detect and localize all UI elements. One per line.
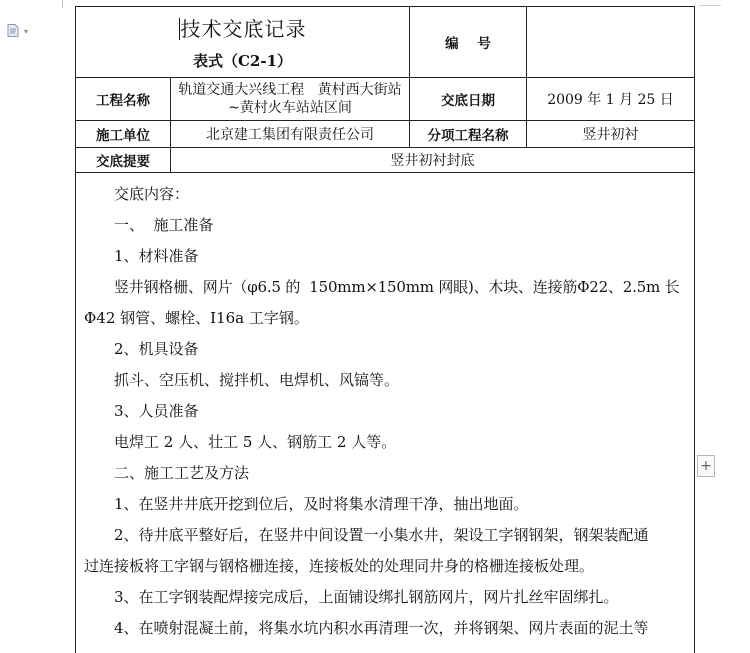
project-label: 工程名称 — [76, 78, 171, 121]
content-line: 3、人员准备 — [84, 396, 686, 427]
document-icon[interactable] — [7, 24, 19, 37]
form-code: 表式（C2-1） — [76, 50, 409, 71]
margin-marker-right — [699, 5, 721, 6]
subproject-label: 分项工程名称 — [410, 121, 527, 148]
unit-label: 施工单位 — [76, 121, 171, 148]
project-name-cell[interactable] — [171, 78, 410, 121]
expand-button[interactable]: + — [697, 455, 715, 477]
margin-marker — [62, 0, 63, 8]
content-line: 竖井钢格栅、网片（φ6.5 的 150mm×150mm 网眼)、木块、连接筋Φ22、2.5m 长 — [84, 272, 686, 303]
content-line: 1、在竖井井底开挖到位后，及时将集水清理干净，抽出地面。 — [84, 489, 686, 520]
subproject-value[interactable]: 竖井初衬 — [527, 121, 695, 148]
text-cursor — [179, 18, 180, 40]
content-line: 二、施工工艺及方法 — [84, 458, 686, 489]
unit-value[interactable]: 北京建工集团有限责任公司 — [171, 121, 410, 148]
content-line: Φ42 钢管、螺栓、I16a 工字钢。 — [84, 303, 686, 334]
document-title-row — [76, 13, 409, 42]
date-label: 交底日期 — [410, 78, 527, 121]
content-line: 抓斗、空压机、搅拌机、电焊机、风镐等。 — [84, 365, 686, 396]
content-line: 2、机具设备 — [84, 334, 686, 365]
content-line: 2、待井底平整好后，在竖井中间设置一小集水井，架设工字钢钢架，钢架装配通 — [84, 520, 686, 551]
summary-value[interactable]: 竖井初衬封底 — [171, 148, 695, 173]
content-line: 4、在喷射混凝土前，将集水坑内积水再清理一次，并将钢架、网片表面的泥土等 — [84, 613, 686, 644]
content-line: 3、在工字钢装配焊接完成后，上面铺设绑扎钢筋网片，网片扎丝牢固绑扎。 — [84, 582, 686, 613]
content-line: 电焊工 2 人、壮工 5 人、钢筋工 2 人等。 — [84, 427, 686, 458]
chevron-down-icon[interactable]: ▾ — [24, 27, 28, 36]
disclosure-form-table — [75, 6, 695, 653]
number-label: 编 号 — [410, 7, 527, 78]
content-line: 过连接板将工字钢与钢格栅连接，连接板处的处理同井身的格栅连接板处理。 — [84, 551, 686, 582]
content-line: 交底内容： — [84, 179, 686, 210]
content-cell[interactable] — [76, 173, 695, 653]
project-name-line2: ~黄村火车站站区间 — [171, 99, 409, 117]
date-value[interactable]: 2009 年 1 月 25 日 — [527, 78, 695, 121]
content-line: 1、材料准备 — [84, 241, 686, 272]
summary-label: 交底提要 — [76, 148, 171, 173]
title-cell — [76, 7, 410, 78]
disclosure-content — [76, 173, 694, 644]
document-title: 技术交底记录 — [181, 17, 307, 41]
project-name-line1: 轨道交通大兴线工程 黄村西大街站 — [171, 81, 409, 99]
number-value[interactable] — [527, 7, 695, 78]
content-line: 一、 施工准备 — [84, 210, 686, 241]
